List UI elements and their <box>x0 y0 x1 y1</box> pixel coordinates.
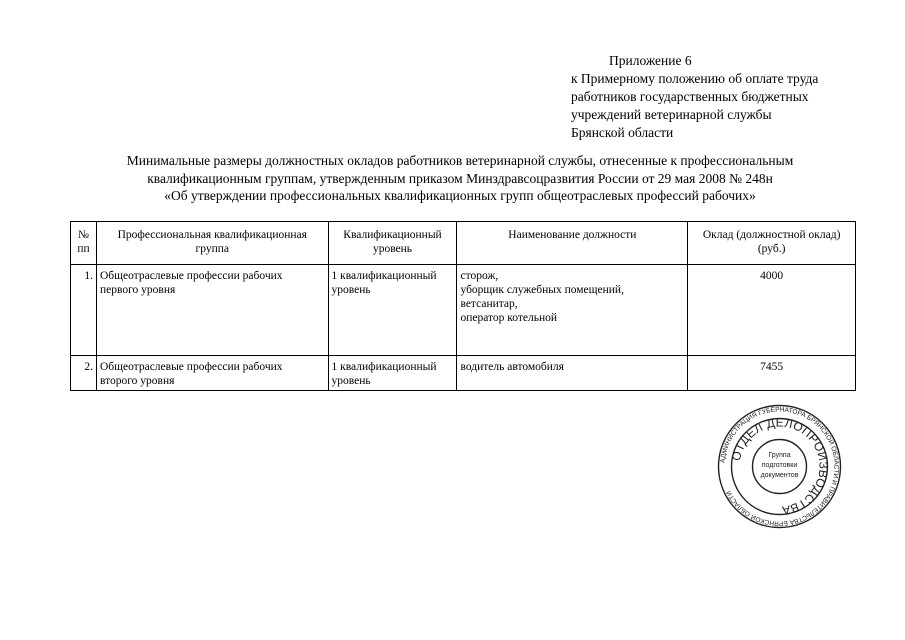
row-group: Общеотраслевые профессии рабочих второго уровня <box>96 356 328 391</box>
position-item: оператор котельной <box>460 312 558 324</box>
appendix-line: Брянской области <box>571 125 674 140</box>
table-row <box>71 265 856 356</box>
row-group: Общеотраслевые профессии рабочих первого уровня <box>96 265 328 356</box>
row-level: 1 квалификационный уровень <box>328 265 457 356</box>
row-level: 1 квалификационный уровень <box>328 356 457 391</box>
header-group: Профессиональная квалификационная группа <box>96 222 328 265</box>
title-line: «Об утверждении профессиональных квалификационных групп общеотраслевых профессий рабочих» <box>164 188 756 203</box>
row-positions <box>457 356 688 391</box>
stamp-outer-text: АДМИНИСТРАЦИЯ ГУБЕРНАТОРА БРЯНСКОЙ ОБЛАСТИ И ПРАВИТЕЛЬСТВА БРЯНСКОЙ ОБЛАСТИ <box>719 406 840 527</box>
position-item: сторож, <box>460 270 499 282</box>
salary-table <box>70 221 856 391</box>
title-line: квалификационным группам, утвержденным приказом Минздравсоцразвития России от 29 мая 2008 № 248н <box>147 170 773 186</box>
row-positions <box>457 265 688 356</box>
appendix-line: учреждений ветеринарной службы <box>571 107 772 122</box>
stamp-inner-line: документов <box>760 472 799 479</box>
office-stamp <box>717 404 842 529</box>
appendix-number: Приложение 6 <box>609 53 692 68</box>
stamp-middle-text: ОТДЕЛ ДЕЛОПРОИЗВОДСТВА <box>728 415 831 518</box>
row-num: 1. <box>71 265 97 356</box>
row-salary: 4000 <box>688 265 856 356</box>
header-level: Квалификационный уровень <box>328 222 457 265</box>
position-item: водитель автомобиля <box>460 361 564 373</box>
header-position: Наименование должности <box>457 222 688 265</box>
table-row <box>71 356 856 391</box>
header-salary: Оклад (должностной оклад) (руб.) <box>688 222 856 265</box>
position-item: уборщик служебных помещений, <box>460 284 624 296</box>
header-num: № пп <box>71 222 97 265</box>
appendix-header <box>571 52 818 142</box>
document-title <box>60 152 860 205</box>
stamp-inner-line: Группа <box>768 452 791 459</box>
title-line: Минимальные размеры должностных окладов работников ветеринарной службы, отнесенные к профессиональным <box>126 153 794 168</box>
appendix-line: работников государственных бюджетных <box>571 89 809 104</box>
position-item: ветсанитар, <box>460 298 518 310</box>
row-salary: 7455 <box>688 356 856 391</box>
table-header-row <box>71 222 856 265</box>
appendix-line: к Примерному положению об оплате труда <box>571 71 819 86</box>
stamp-inner-line: подготовки <box>761 462 798 469</box>
row-num: 2. <box>71 356 97 391</box>
